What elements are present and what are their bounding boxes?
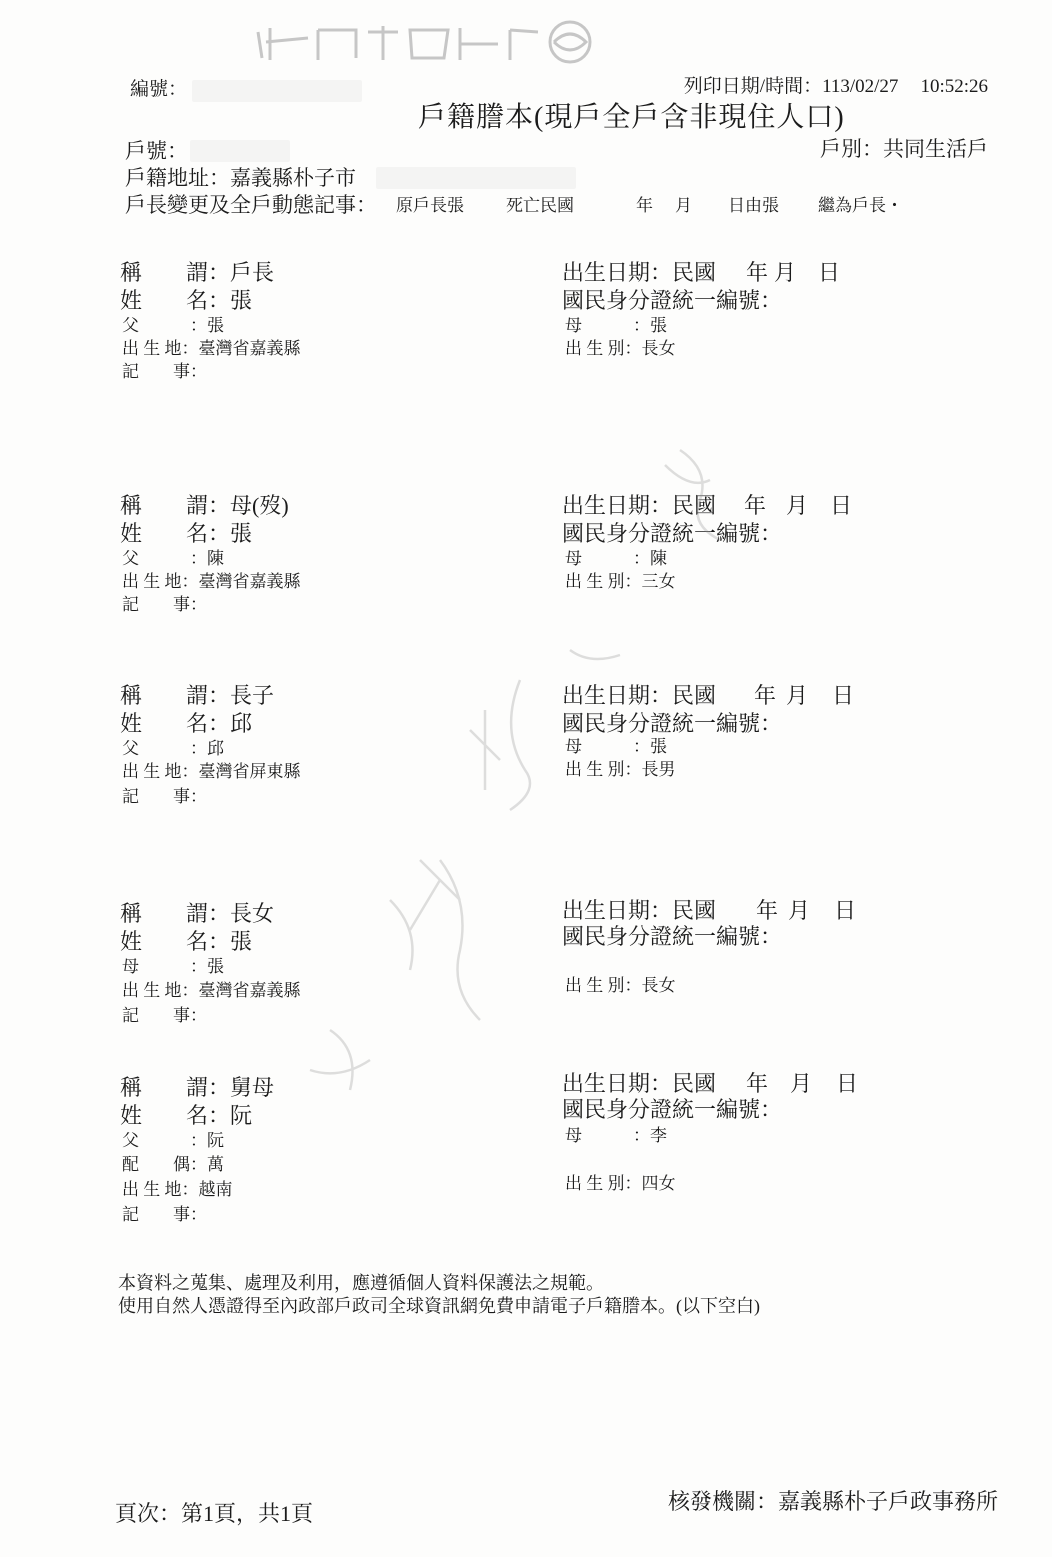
event-text: 原戶長張 [396,196,464,215]
name-label: 姓 名： [120,521,231,546]
relation-label: 稱 謂： [120,493,231,518]
notes-label: 記 事： [122,787,207,806]
birth-date-label: 出生日期：民國 [562,260,717,285]
month-label: 月 [786,683,809,708]
birthplace-row [122,980,301,1002]
print-date: 113/02/27 [822,76,899,97]
id-row [562,1097,782,1123]
serial-label: 編號： [130,79,188,100]
spouse-label: 配 偶： [122,1155,207,1174]
household-type [820,136,988,162]
name-value: 張 [230,521,253,546]
relation-label: 稱 謂： [120,1075,231,1100]
birth-order-row [565,571,676,593]
relation-value: 戶長 [230,260,275,285]
page-number: 頁次：第1頁，共1頁 [115,1501,314,1526]
birth-order-label: 出 生 別： [565,572,642,591]
id-label: 國民身分證統一編號： [562,288,783,313]
event-text: 年 [636,196,653,215]
member-record [0,1073,1052,1223]
month-label: 月 [786,493,809,518]
name-row [120,1103,252,1129]
household-address [125,165,356,191]
father-label: 父 ： [122,1131,207,1150]
print-time: 10:52:26 [920,76,988,97]
birthplace-label: 出 生 地： [122,572,199,591]
birthplace-value: 臺灣省屏東縣 [198,762,301,781]
birth-date-row [562,260,841,286]
name-row [120,288,252,314]
id-label: 國民身分證統一編號： [562,924,783,949]
month-label: 月 [790,1071,813,1096]
spouse-value: 萬 [207,1155,224,1174]
birth-date-label: 出生日期：民國 [562,898,717,923]
id-row [562,711,782,737]
relation-label: 稱 謂： [120,260,231,285]
month-label: 月 [774,260,797,285]
mother-label: 母 ： [122,957,207,976]
year-label: 年 [746,1071,769,1096]
year-label: 年 [754,683,777,708]
household-type-value: 共同生活戶 [883,137,988,161]
relation-row [120,1075,274,1101]
father-value: 張 [207,316,224,335]
notes-row [122,361,207,383]
event-text: 死亡民國 [506,196,574,215]
birthplace-row [122,338,301,360]
relation-row [120,260,274,286]
father-row [122,1130,224,1152]
member-record [0,260,1052,410]
year-label: 年 [744,493,767,518]
birth-order-row [565,338,676,360]
birth-order-value: 三女 [641,572,676,591]
header-logo [248,14,608,66]
mother-row [565,548,667,570]
mother-label: 母 ： [565,316,650,335]
relation-label: 稱 謂： [120,901,231,926]
spouse-row [122,1154,224,1176]
birthplace-label: 出 生 地： [122,339,199,358]
member-record [0,898,1052,1051]
relation-value: 長子 [230,683,275,708]
print-datetime-label: 列印日期/時間： [683,76,823,97]
birthplace-value: 臺灣省嘉義縣 [198,981,301,1000]
relation-value: 母(歿) [230,493,289,518]
document-title: 戶籍謄本(現戶全戶含非現住人口) [418,102,845,133]
notes-label: 記 事： [122,362,207,381]
issuing-authority [668,1488,998,1516]
birth-date-row [562,683,855,709]
mother-label: 母 ： [565,737,650,756]
issuer-value: 嘉義縣朴子戶政事務所 [778,1489,999,1514]
notes-label: 記 事： [122,1205,207,1224]
notes-row [122,594,207,616]
father-label: 父 ： [122,316,207,335]
mother-value: 陳 [650,549,667,568]
father-row [122,315,224,337]
name-value: 阮 [230,1103,253,1128]
father-value: 阮 [207,1131,224,1150]
household-type-label: 戶別： [820,137,883,161]
event-text: 繼為戶長・ [818,196,903,215]
name-row [120,929,252,955]
name-label: 姓 名： [120,929,231,954]
birth-order-value: 長男 [641,760,676,779]
birth-date-row [562,898,857,924]
notes-label: 記 事： [122,1006,207,1025]
relation-row [120,493,289,519]
member-record [0,683,1052,833]
birth-date-label: 出生日期：民國 [562,683,717,708]
birthplace-label: 出 生 地： [122,981,199,1000]
birth-order-value: 長女 [641,339,676,358]
day-label: 日 [836,1071,859,1096]
year-label: 年 [746,260,769,285]
birth-date-row [562,493,853,519]
birthplace-label: 出 生 地： [122,762,199,781]
e-transcript-note: 使用自然人憑證得至內政部戶政司全球資訊網免費申請電子戶籍謄本。(以下空白) [118,1296,760,1316]
id-row [562,924,782,950]
event-text: 日由張 [728,196,779,215]
print-datetime [684,75,988,99]
id-label: 國民身分證統一編號： [562,1097,783,1122]
day-label: 日 [832,683,855,708]
birth-order-value: 長女 [641,976,676,995]
event-text: 月 [675,196,692,215]
year-label: 年 [756,898,779,923]
household-events-label: 戶長變更及全戶動態記事： [125,193,377,217]
mother-value: 張 [650,737,667,756]
notes-label: 記 事： [122,595,207,614]
birthplace-row [122,761,301,783]
name-label: 姓 名： [120,1103,231,1128]
birthplace-value: 越南 [198,1180,233,1199]
relation-row [120,901,274,927]
name-value: 邱 [230,711,253,736]
mother-value: 李 [650,1126,667,1145]
month-label: 月 [788,898,811,923]
birthplace-row [122,571,301,593]
birth-order-row [565,1173,676,1195]
day-label: 日 [830,493,853,518]
name-row [120,711,252,737]
notes-row [122,786,207,808]
birth-order-label: 出 生 別： [565,760,642,779]
birth-order-row [565,975,676,997]
redacted-area [192,80,362,102]
member-record [0,493,1052,643]
mother-row [565,315,667,337]
notes-row [122,1204,207,1226]
privacy-note: 本資料之蒐集、處理及利用，應遵循個人資料保護法之規範。 [118,1273,604,1293]
name-row [120,521,252,547]
mother-row [565,1125,667,1147]
day-label: 日 [818,260,841,285]
mother-row [565,736,667,758]
id-label: 國民身分證統一編號： [562,711,783,736]
name-label: 姓 名： [120,711,231,736]
address-label: 戶籍地址： [125,166,230,190]
id-label: 國民身分證統一編號： [562,521,783,546]
father-value: 陳 [207,549,224,568]
birth-date-label: 出生日期：民國 [562,493,717,518]
birth-order-value: 四女 [641,1174,676,1193]
notes-row [122,1005,207,1027]
birth-date-label: 出生日期：民國 [562,1071,717,1096]
name-value: 張 [230,929,253,954]
father-label: 父 ： [122,549,207,568]
mother-label: 母 ： [565,1126,650,1145]
father-row [122,548,224,570]
birthplace-label: 出 生 地： [122,1180,199,1199]
birth-order-row [565,759,676,781]
address-value: 嘉義縣朴子市 [230,166,356,190]
birthplace-value: 臺灣省嘉義縣 [198,339,301,358]
birth-order-label: 出 生 別： [565,1174,642,1193]
id-row [562,521,782,547]
relation-label: 稱 謂： [120,683,231,708]
father-label: 父 ： [122,739,207,758]
day-label: 日 [834,898,857,923]
household-no-label: 戶號： [125,139,188,163]
issuer-label: 核發機關： [668,1489,779,1514]
birth-order-label: 出 生 別： [565,976,642,995]
relation-value: 舅母 [230,1075,275,1100]
redacted-area [376,167,576,189]
birth-order-label: 出 生 別： [565,339,642,358]
mother-row [122,956,224,978]
birthplace-row [122,1179,233,1201]
mother-value: 張 [650,316,667,335]
birth-date-row [562,1071,859,1097]
birthplace-value: 臺灣省嘉義縣 [198,572,301,591]
father-value: 邱 [207,739,224,758]
father-row [122,738,224,760]
mother-value: 張 [207,957,224,976]
name-label: 姓 名： [120,288,231,313]
name-value: 張 [230,288,253,313]
mother-label: 母 ： [565,549,650,568]
relation-value: 長女 [230,901,275,926]
id-row [562,288,782,314]
relation-row [120,683,274,709]
redacted-area [190,140,290,162]
